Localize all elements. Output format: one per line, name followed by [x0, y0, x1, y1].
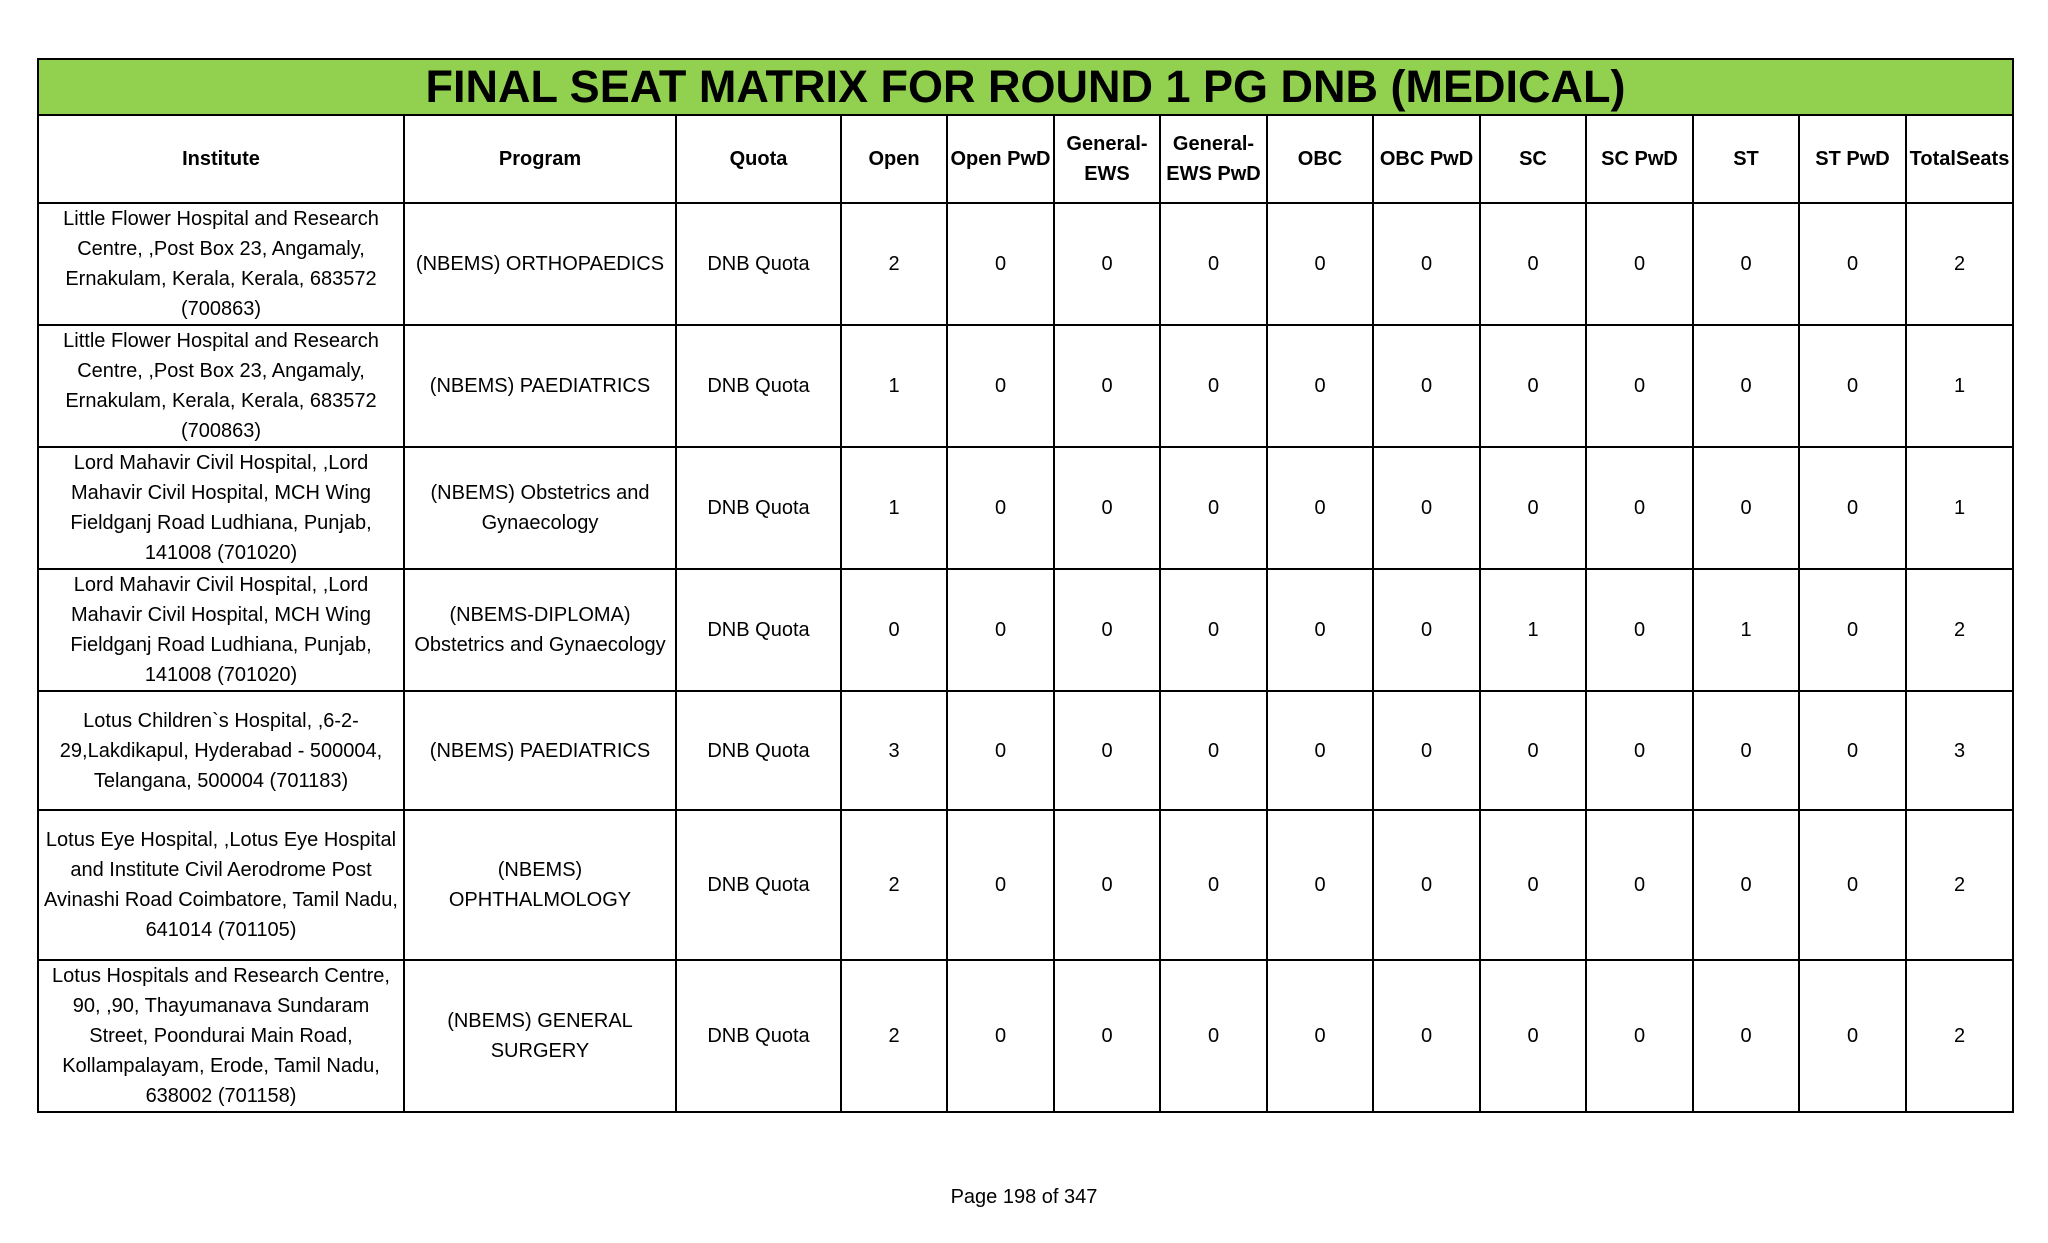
cell-general-ews: 0	[1054, 569, 1160, 691]
cell-st: 1	[1693, 569, 1799, 691]
table-row	[38, 447, 2013, 569]
cell-general-ews: 0	[1054, 691, 1160, 810]
table-row	[38, 960, 2013, 1112]
cell-open: 1	[841, 447, 947, 569]
header-row	[38, 115, 2013, 203]
seat-matrix-table	[37, 58, 2014, 1113]
cell-obc: 0	[1267, 203, 1373, 325]
table-row	[38, 810, 2013, 960]
cell-sc-pwd: 0	[1586, 691, 1693, 810]
table-row	[38, 203, 2013, 325]
cell-sc-pwd: 0	[1586, 960, 1693, 1112]
cell-institute: Little Flower Hospital and Research Centre, ,Post Box 23, Angamaly, Ernakulam, Kerala, Kerala, 683572 (700863)	[38, 325, 404, 447]
cell-open-pwd: 0	[947, 569, 1054, 691]
cell-program: (NBEMS) OPHTHALMOLOGY	[404, 810, 676, 960]
cell-total-seats: 1	[1906, 325, 2013, 447]
header-general-ews: General-EWS	[1054, 115, 1160, 203]
cell-program: (NBEMS) Obstetrics and Gynaecology	[404, 447, 676, 569]
cell-general-ews: 0	[1054, 325, 1160, 447]
cell-general-ews: 0	[1054, 810, 1160, 960]
cell-institute: Lotus Hospitals and Research Centre, 90, ,90, Thayumanava Sundaram Street, Poondurai Main Road, Kollampalayam, Erode, Tamil Nadu, 638002 (701158)	[38, 960, 404, 1112]
cell-open-pwd: 0	[947, 325, 1054, 447]
cell-quota: DNB Quota	[676, 569, 841, 691]
cell-program: (NBEMS) PAEDIATRICS	[404, 691, 676, 810]
cell-general-ews-pwd: 0	[1160, 810, 1267, 960]
cell-institute: Lord Mahavir Civil Hospital, ,Lord Mahavir Civil Hospital, MCH Wing Fieldganj Road Ludhiana, Punjab, 141008 (701020)	[38, 569, 404, 691]
cell-total-seats: 1	[1906, 447, 2013, 569]
cell-st-pwd: 0	[1799, 447, 1906, 569]
cell-st: 0	[1693, 447, 1799, 569]
header-st: ST	[1693, 115, 1799, 203]
cell-obc-pwd: 0	[1373, 203, 1480, 325]
cell-st: 0	[1693, 691, 1799, 810]
cell-st: 0	[1693, 810, 1799, 960]
cell-general-ews: 0	[1054, 203, 1160, 325]
cell-obc: 0	[1267, 960, 1373, 1112]
table-row	[38, 325, 2013, 447]
seat-matrix-sheet	[37, 58, 2012, 1113]
header-obc-pwd: OBC PwD	[1373, 115, 1480, 203]
cell-open: 2	[841, 810, 947, 960]
cell-quota: DNB Quota	[676, 325, 841, 447]
cell-sc-pwd: 0	[1586, 447, 1693, 569]
cell-sc-pwd: 0	[1586, 810, 1693, 960]
cell-sc-pwd: 0	[1586, 569, 1693, 691]
cell-obc: 0	[1267, 325, 1373, 447]
header-quota: Quota	[676, 115, 841, 203]
cell-open-pwd: 0	[947, 447, 1054, 569]
cell-quota: DNB Quota	[676, 960, 841, 1112]
cell-obc-pwd: 0	[1373, 447, 1480, 569]
cell-open: 2	[841, 960, 947, 1112]
cell-general-ews-pwd: 0	[1160, 569, 1267, 691]
cell-institute: Lord Mahavir Civil Hospital, ,Lord Mahavir Civil Hospital, MCH Wing Fieldganj Road Ludhiana, Punjab, 141008 (701020)	[38, 447, 404, 569]
cell-st-pwd: 0	[1799, 325, 1906, 447]
header-sc-pwd: SC PwD	[1586, 115, 1693, 203]
header-open-pwd: Open PwD	[947, 115, 1054, 203]
seat-matrix-body	[38, 203, 2013, 1112]
header-general-ews-pwd: General-EWS PwD	[1160, 115, 1267, 203]
cell-general-ews-pwd: 0	[1160, 691, 1267, 810]
cell-obc: 0	[1267, 447, 1373, 569]
cell-obc: 0	[1267, 691, 1373, 810]
cell-sc: 0	[1480, 325, 1586, 447]
cell-open: 3	[841, 691, 947, 810]
cell-general-ews-pwd: 0	[1160, 960, 1267, 1112]
table-row	[38, 569, 2013, 691]
cell-sc: 0	[1480, 447, 1586, 569]
cell-quota: DNB Quota	[676, 203, 841, 325]
cell-general-ews-pwd: 0	[1160, 325, 1267, 447]
cell-institute: Lotus Children`s Hospital, ,6-2-29,Lakdikapul, Hyderabad - 500004, Telangana, 500004 (701183)	[38, 691, 404, 810]
cell-st-pwd: 0	[1799, 203, 1906, 325]
header-institute: Institute	[38, 115, 404, 203]
cell-st: 0	[1693, 325, 1799, 447]
cell-st: 0	[1693, 203, 1799, 325]
page-number: Page 198 of 347	[950, 1186, 1098, 1208]
cell-sc: 0	[1480, 960, 1586, 1112]
table-row	[38, 691, 2013, 810]
cell-sc: 1	[1480, 569, 1586, 691]
cell-total-seats: 3	[1906, 691, 2013, 810]
page-title: FINAL SEAT MATRIX FOR ROUND 1 PG DNB (MEDICAL)	[38, 59, 2013, 115]
cell-general-ews-pwd: 0	[1160, 447, 1267, 569]
cell-open: 1	[841, 325, 947, 447]
cell-institute: Little Flower Hospital and Research Centre, ,Post Box 23, Angamaly, Ernakulam, Kerala, Kerala, 683572 (700863)	[38, 203, 404, 325]
cell-sc: 0	[1480, 691, 1586, 810]
header-program: Program	[404, 115, 676, 203]
cell-obc-pwd: 0	[1373, 810, 1480, 960]
cell-quota: DNB Quota	[676, 810, 841, 960]
cell-open: 0	[841, 569, 947, 691]
cell-general-ews-pwd: 0	[1160, 203, 1267, 325]
cell-obc: 0	[1267, 810, 1373, 960]
cell-obc-pwd: 0	[1373, 960, 1480, 1112]
cell-total-seats: 2	[1906, 203, 2013, 325]
cell-st-pwd: 0	[1799, 810, 1906, 960]
cell-general-ews: 0	[1054, 960, 1160, 1112]
cell-st: 0	[1693, 960, 1799, 1112]
cell-quota: DNB Quota	[676, 447, 841, 569]
cell-obc-pwd: 0	[1373, 691, 1480, 810]
cell-program: (NBEMS) PAEDIATRICS	[404, 325, 676, 447]
cell-obc-pwd: 0	[1373, 569, 1480, 691]
cell-sc: 0	[1480, 810, 1586, 960]
cell-sc: 0	[1480, 203, 1586, 325]
cell-obc: 0	[1267, 569, 1373, 691]
cell-program: (NBEMS-DIPLOMA) Obstetrics and Gynaecology	[404, 569, 676, 691]
cell-total-seats: 2	[1906, 569, 2013, 691]
cell-st-pwd: 0	[1799, 691, 1906, 810]
header-st-pwd: ST PwD	[1799, 115, 1906, 203]
cell-program: (NBEMS) ORTHOPAEDICS	[404, 203, 676, 325]
cell-open-pwd: 0	[947, 960, 1054, 1112]
cell-open-pwd: 0	[947, 810, 1054, 960]
cell-st-pwd: 0	[1799, 960, 1906, 1112]
header-open: Open	[841, 115, 947, 203]
header-total-seats: TotalSeats	[1906, 115, 2013, 203]
cell-open-pwd: 0	[947, 691, 1054, 810]
cell-st-pwd: 0	[1799, 569, 1906, 691]
cell-sc-pwd: 0	[1586, 325, 1693, 447]
cell-institute: Lotus Eye Hospital, ,Lotus Eye Hospital and Institute Civil Aerodrome Post Avinashi Road Coimbatore, Tamil Nadu, 641014 (701105)	[38, 810, 404, 960]
cell-program: (NBEMS) GENERAL SURGERY	[404, 960, 676, 1112]
cell-open-pwd: 0	[947, 203, 1054, 325]
header-obc: OBC	[1267, 115, 1373, 203]
cell-total-seats: 2	[1906, 960, 2013, 1112]
cell-sc-pwd: 0	[1586, 203, 1693, 325]
cell-total-seats: 2	[1906, 810, 2013, 960]
cell-general-ews: 0	[1054, 447, 1160, 569]
cell-open: 2	[841, 203, 947, 325]
cell-quota: DNB Quota	[676, 691, 841, 810]
cell-obc-pwd: 0	[1373, 325, 1480, 447]
header-sc: SC	[1480, 115, 1586, 203]
